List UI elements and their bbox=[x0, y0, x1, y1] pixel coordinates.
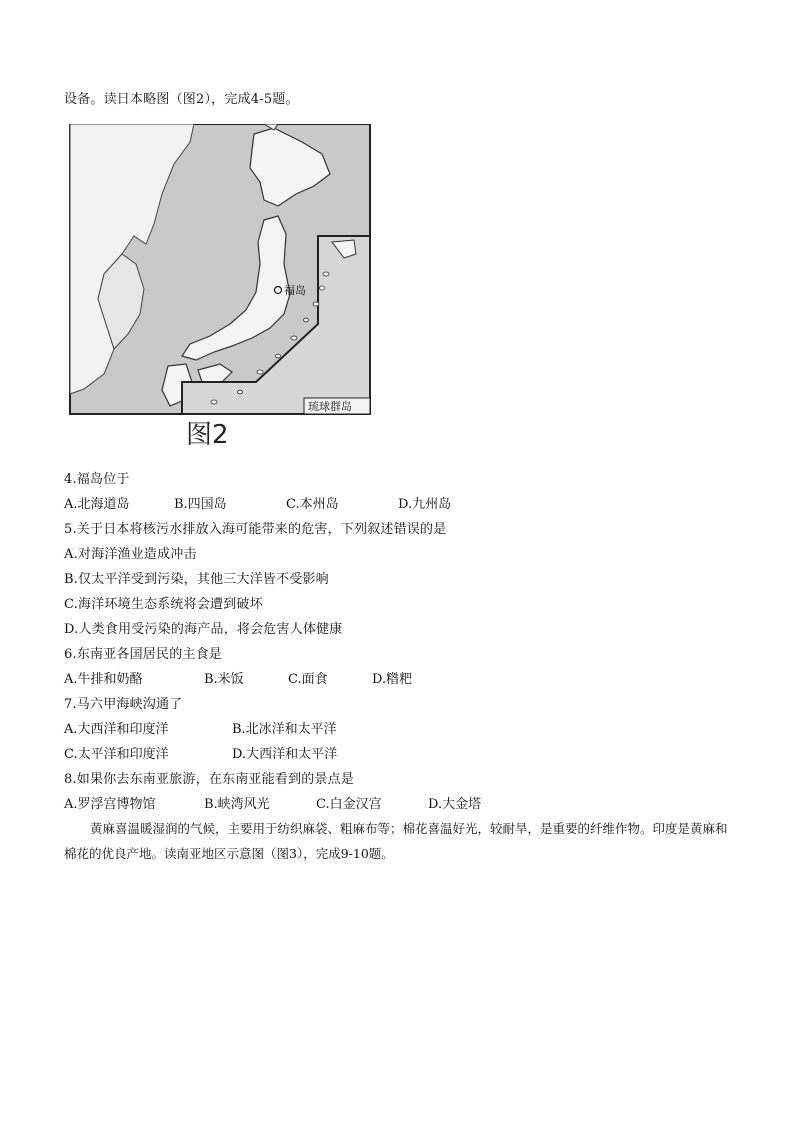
question-4-option-b[interactable]: B.四国岛 bbox=[174, 497, 227, 512]
question-8-option-c[interactable]: C.白金汉宫 bbox=[316, 797, 382, 812]
ryukyu-label: 琉球群岛 bbox=[308, 400, 352, 413]
passage-paragraph: 黄麻喜温暖湿润的气候，主要用于纺织麻袋、粗麻布等；棉花喜温好光，较耐旱，是重要的纤维作物。印度是黄麻和棉花的优良产地。读南亚地区示意图（图3），完成9-10题。 bbox=[64, 821, 728, 861]
question-6-option-a[interactable]: A.牛排和奶酪 bbox=[64, 672, 143, 687]
intro-text: 设备。读日本略图（图2），完成4-5题。 bbox=[64, 92, 299, 107]
question-5-option-c[interactable]: C.海洋环境生态系统将会遭到破坏 bbox=[64, 597, 263, 612]
japan-map-figure bbox=[64, 124, 384, 454]
fukushima-label: 福岛 bbox=[284, 284, 306, 297]
question-6-option-b[interactable]: B.米饭 bbox=[204, 672, 244, 687]
question-7-stem: 7.马六甲海峡沟通了 bbox=[64, 697, 183, 712]
question-8-option-b[interactable]: B.峡湾风光 bbox=[204, 797, 270, 812]
question-7-option-d[interactable]: D.大西洋和太平洋 bbox=[232, 747, 338, 762]
question-8-option-d[interactable]: D.大金塔 bbox=[428, 797, 482, 812]
question-6-stem: 6.东南亚各国居民的主食是 bbox=[64, 647, 223, 662]
question-6-option-c[interactable]: C.面食 bbox=[288, 672, 328, 687]
question-5-option-d[interactable]: D.人类食用受污染的海产品，将会危害人体健康 bbox=[64, 622, 343, 637]
question-5-option-a[interactable]: A.对海洋渔业造成冲击 bbox=[64, 547, 197, 562]
question-4-stem: 4.福岛位于 bbox=[64, 472, 130, 487]
question-4-option-d[interactable]: D.九州岛 bbox=[398, 497, 452, 512]
question-8-stem: 8.如果你去东南亚旅游，在东南亚能看到的景点是 bbox=[64, 772, 355, 787]
question-6-option-d[interactable]: D.糌粑 bbox=[372, 672, 413, 687]
question-5-stem: 5.关于日本将核污水排放入海可能带来的危害，下列叙述错误的是 bbox=[64, 522, 447, 537]
question-8-option-a[interactable]: A.罗浮宫博物馆 bbox=[64, 797, 156, 812]
question-7-option-b[interactable]: B.北冰洋和太平洋 bbox=[232, 722, 337, 737]
question-7-option-a[interactable]: A.大西洋和印度洋 bbox=[64, 722, 169, 737]
question-4-option-a[interactable]: A.北海道岛 bbox=[64, 497, 130, 512]
fukushima-marker bbox=[275, 287, 282, 294]
question-5-option-b[interactable]: B.仅太平洋受到污染，其他三大洋皆不受影响 bbox=[64, 572, 329, 587]
question-7-option-c[interactable]: C.太平洋和印度洋 bbox=[64, 747, 169, 762]
question-4-option-c[interactable]: C.本州岛 bbox=[286, 497, 339, 512]
figure-caption: 图2 bbox=[186, 420, 229, 450]
japan-map bbox=[64, 124, 384, 424]
